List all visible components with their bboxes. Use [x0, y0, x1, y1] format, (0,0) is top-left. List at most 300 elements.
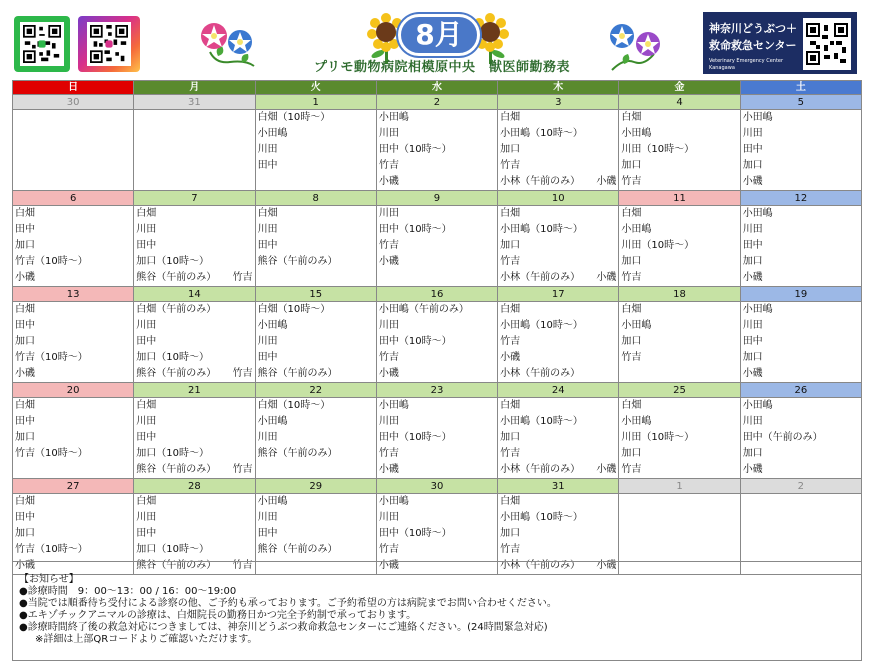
day-cell: [376, 398, 497, 479]
staff-name: 田中: [742, 144, 763, 155]
staff-name: 田中: [742, 240, 763, 251]
staff-name: 川田: [257, 144, 278, 155]
staff-name: 加口: [742, 160, 763, 171]
staff-entry: [377, 254, 497, 270]
date-number: 12: [740, 191, 861, 206]
staff-entry: [13, 334, 133, 350]
date-number: 9: [376, 191, 497, 206]
staff-name: 田中: [257, 528, 278, 539]
staff-name: 竹吉: [621, 352, 642, 363]
day-cell: [13, 206, 134, 287]
staff-name: 竹吉: [378, 160, 399, 171]
staff-entry: [377, 414, 497, 430]
staff-name: 熊谷（午前のみ）: [257, 368, 338, 379]
schedule-row: [13, 302, 862, 383]
staff-entry: [256, 542, 376, 558]
staff-name: 川田（10時～）: [621, 144, 695, 155]
staff-name: 加口: [500, 144, 521, 155]
staff-name: 加口: [15, 432, 35, 443]
day-cell: [134, 398, 255, 479]
staff-entry: [134, 254, 254, 270]
staff-name: 加口: [742, 448, 763, 459]
notice-line: ●診療時間終了後の救急対応につきましては、神奈川どうぶつ救命救急センターにご連絡ください。(24時間緊急対応): [19, 622, 548, 633]
schedule-row: [13, 398, 862, 479]
staff-name: 加口（10時～）: [136, 352, 210, 363]
staff-name: 白畑: [15, 208, 35, 219]
staff-entry: [256, 222, 376, 238]
staff-name: 田中: [136, 336, 157, 347]
staff-name: 加口: [742, 352, 763, 363]
staff-entry: [377, 398, 497, 414]
staff-entry: [741, 238, 861, 254]
date-number: 22: [255, 383, 376, 398]
notice-box: [12, 561, 862, 661]
staff-name: 田中: [15, 416, 35, 427]
staff-entry: [13, 446, 133, 462]
staff-entry: [134, 526, 254, 542]
staff-entry: [134, 510, 254, 526]
staff-name: 川田: [257, 224, 278, 235]
date-number: 30: [13, 95, 134, 110]
staff-name: 小田嶋: [621, 320, 652, 331]
date-number: 26: [740, 383, 861, 398]
staff-name: 小田嶋: [621, 128, 652, 139]
staff-entry: [619, 238, 739, 254]
staff-name: 小田嶋: [621, 416, 652, 427]
staff-name: 小田嶋: [257, 416, 288, 427]
staff-name: 川田: [742, 320, 763, 331]
staff-name: 加口: [15, 528, 35, 539]
center-name-line1: 神奈川どうぶつ＋: [709, 22, 797, 35]
staff-name: 小磯: [500, 352, 521, 363]
staff-name: 小田嶋（10時～）: [500, 128, 583, 139]
staff-entry: [619, 142, 739, 158]
staff-entry: [619, 110, 739, 126]
staff-name: 小田嶋（10時～）: [500, 416, 583, 427]
staff-name: 川田: [378, 416, 399, 427]
staff-entry: [256, 334, 376, 350]
staff-name: 熊谷（午前のみ）: [257, 256, 338, 267]
day-cell: [619, 302, 740, 383]
staff-name: 白畑: [500, 112, 521, 123]
staff-name: 竹吉（10時～）: [15, 448, 88, 459]
staff-entry: [498, 542, 618, 558]
staff-name: 白畑: [621, 304, 642, 315]
staff-entry: [377, 366, 497, 382]
day-cell: [13, 110, 134, 191]
date-number: 18: [619, 287, 740, 302]
staff-entry: [256, 510, 376, 526]
weekday-sun: 日: [13, 81, 134, 95]
staff-name: 竹吉: [378, 448, 399, 459]
staff-entry: [377, 462, 497, 478]
staff-name: 加口: [500, 528, 521, 539]
day-cell: [13, 398, 134, 479]
staff-entry: [13, 414, 133, 430]
staff-entry: [498, 510, 618, 526]
staff-name: 熊谷（午前のみ）: [257, 544, 338, 555]
staff-entry: [134, 414, 254, 430]
staff-name: 竹吉: [500, 160, 521, 171]
staff-name: 竹吉: [500, 448, 521, 459]
staff-entry: [377, 206, 497, 222]
staff-name: 川田: [136, 320, 157, 331]
page-title: プリモ動物病院相模原中央 獣医師勤務表: [314, 60, 570, 75]
emergency-center-badge[interactable]: [703, 12, 857, 74]
staff-name: 加口: [15, 240, 35, 251]
staff-entry: [256, 110, 376, 126]
staff-name: 小磯: [596, 176, 617, 187]
day-cell: [376, 302, 497, 383]
staff-entry: [256, 414, 376, 430]
staff-entry: [13, 510, 133, 526]
staff-name: 小田嶋: [742, 400, 773, 411]
date-number: 2: [376, 95, 497, 110]
day-cell: [255, 206, 376, 287]
staff-entry: [741, 254, 861, 270]
staff-entry: [13, 222, 133, 238]
staff-name: 白畑（10時～）: [257, 112, 331, 123]
staff-entry: [134, 398, 254, 414]
date-number: 8: [255, 191, 376, 206]
center-name-line2: 救命救急センター: [709, 39, 797, 52]
staff-name: 川田: [257, 336, 278, 347]
staff-name: 加口: [500, 240, 521, 251]
date-number: 31: [134, 95, 255, 110]
schedule-row: [13, 206, 862, 287]
staff-name: 加口（10時～）: [136, 448, 210, 459]
date-number: 19: [740, 287, 861, 302]
staff-entry: [741, 398, 861, 414]
staff-name: 加口（10時～）: [136, 544, 210, 555]
staff-entry: [741, 318, 861, 334]
staff-entry: [619, 334, 739, 350]
staff-name: 竹吉: [232, 464, 253, 475]
staff-name: 白畑: [500, 400, 521, 411]
staff-entry: [619, 222, 739, 238]
staff-entry: [134, 494, 254, 510]
staff-entry: [741, 462, 861, 478]
staff-name: 小田嶋: [742, 112, 773, 123]
staff-entry: [498, 238, 618, 254]
duty-calendar: [12, 80, 862, 575]
staff-name: 小磯: [378, 368, 399, 379]
staff-name: 白畑: [15, 496, 35, 507]
day-cell: [498, 206, 619, 287]
staff-entry: [741, 174, 861, 190]
staff-name: 白畑: [621, 400, 642, 411]
center-qr-icon[interactable]: [803, 18, 851, 70]
morning-glory-icon: [604, 14, 668, 74]
staff-name: 小磯: [15, 272, 35, 283]
staff-entry: [619, 430, 739, 446]
staff-entry: [256, 494, 376, 510]
staff-name: 白畑: [136, 496, 157, 507]
staff-name: 加口: [621, 256, 642, 267]
staff-name: 川田: [257, 512, 278, 523]
staff-entry: [134, 430, 254, 446]
staff-entry: [134, 462, 254, 478]
staff-name: 小磯: [742, 272, 763, 283]
staff-entry: [498, 494, 618, 510]
staff-entry: [256, 158, 376, 174]
date-number: 2: [740, 479, 861, 494]
staff-entry: [256, 318, 376, 334]
staff-entry: [134, 206, 254, 222]
staff-entry: [13, 430, 133, 446]
staff-entry: [498, 270, 618, 286]
staff-name: 白畑: [500, 496, 521, 507]
notice-line: ●診療時間 9：00～13：00 / 16：00～19:00: [19, 586, 237, 597]
staff-name: 田中: [15, 512, 35, 523]
staff-entry: [498, 110, 618, 126]
date-number: 14: [134, 287, 255, 302]
staff-entry: [741, 366, 861, 382]
staff-name: 川田: [378, 512, 399, 523]
staff-entry: [256, 254, 376, 270]
staff-name: 田中: [257, 160, 278, 171]
staff-entry: [619, 126, 739, 142]
day-cell: [619, 110, 740, 191]
staff-entry: [377, 222, 497, 238]
staff-entry: [377, 446, 497, 462]
date-number: 27: [13, 479, 134, 494]
staff-entry: [377, 526, 497, 542]
line-qr-icon: [20, 22, 64, 66]
staff-name: 田中: [136, 240, 157, 251]
staff-name: 小磯: [15, 368, 35, 379]
staff-name: 川田: [136, 416, 157, 427]
date-number: 3: [498, 95, 619, 110]
day-cell: [498, 302, 619, 383]
staff-name: 白畑: [136, 400, 157, 411]
staff-entry: [13, 254, 133, 270]
staff-entry: [13, 398, 133, 414]
staff-name: 白畑: [257, 208, 278, 219]
center-name-english: Veterinary Emergency Center Kanagawa: [709, 58, 784, 71]
staff-name: 白畑: [500, 208, 521, 219]
staff-name: 加口: [621, 160, 642, 171]
staff-name: 小林（午前のみ）: [500, 272, 581, 283]
schedule-row: [13, 110, 862, 191]
staff-entry: [498, 254, 618, 270]
date-number: 17: [498, 287, 619, 302]
staff-entry: [134, 350, 254, 366]
staff-entry: [377, 174, 497, 190]
date-row: [13, 383, 862, 398]
staff-name: 小磯: [378, 256, 399, 267]
date-number: 5: [740, 95, 861, 110]
staff-entry: [13, 270, 133, 286]
staff-name: 小林（午前のみ）: [500, 368, 581, 379]
staff-name: 小磯: [742, 464, 763, 475]
staff-name: 田中（午前のみ）: [742, 432, 823, 443]
staff-entry: [619, 174, 739, 190]
staff-entry: [498, 430, 618, 446]
staff-entry: [377, 510, 497, 526]
staff-entry: [498, 366, 618, 382]
staff-entry: [13, 494, 133, 510]
staff-entry: [741, 206, 861, 222]
weekday-tue: 火: [255, 81, 376, 95]
staff-entry: [13, 526, 133, 542]
line-qr-code[interactable]: [14, 16, 70, 72]
staff-entry: [13, 302, 133, 318]
staff-entry: [134, 302, 254, 318]
staff-entry: [377, 110, 497, 126]
staff-name: 田中: [136, 528, 157, 539]
staff-name: 熊谷（午前のみ）: [136, 464, 217, 475]
staff-name: 川田: [742, 416, 763, 427]
staff-entry: [498, 398, 618, 414]
staff-entry: [377, 542, 497, 558]
notice-footnote: ※詳細は上部QRコードよりご確認いただけます。: [35, 634, 258, 645]
staff-entry: [377, 494, 497, 510]
month-title: 8月: [398, 14, 480, 56]
staff-entry: [619, 318, 739, 334]
staff-name: 小田嶋: [621, 224, 652, 235]
staff-entry: [377, 318, 497, 334]
staff-name: 小磯: [596, 464, 617, 475]
staff-entry: [741, 270, 861, 286]
staff-entry: [741, 334, 861, 350]
date-row: [13, 95, 862, 110]
staff-name: 小田嶋: [257, 496, 288, 507]
staff-name: 小田嶋（10時～）: [500, 512, 583, 523]
date-number: 25: [619, 383, 740, 398]
day-cell: [498, 110, 619, 191]
date-number: 13: [13, 287, 134, 302]
staff-entry: [498, 174, 618, 190]
staff-entry: [134, 222, 254, 238]
staff-entry: [619, 462, 739, 478]
staff-name: 田中: [257, 240, 278, 251]
date-number: 24: [498, 383, 619, 398]
staff-name: 白畑（10時～）: [257, 304, 331, 315]
staff-name: 田中（10時～）: [378, 224, 452, 235]
weekday-thu: 木: [498, 81, 619, 95]
staff-name: 小磯: [742, 176, 763, 187]
staff-entry: [498, 142, 618, 158]
date-number: 1: [255, 95, 376, 110]
staff-name: 田中（10時～）: [378, 336, 452, 347]
staff-name: 小田嶋（午前のみ）: [378, 304, 469, 315]
staff-entry: [498, 318, 618, 334]
staff-name: 小田嶋（10時～）: [500, 224, 583, 235]
staff-name: 川田: [136, 224, 157, 235]
notice-heading: 【お知らせ】: [19, 574, 79, 585]
staff-name: 川田（10時～）: [621, 432, 695, 443]
staff-entry: [498, 462, 618, 478]
staff-name: 小林（午前のみ）: [500, 560, 581, 571]
day-cell: [619, 206, 740, 287]
staff-name: 白畑（10時～）: [257, 400, 331, 411]
staff-entry: [256, 238, 376, 254]
staff-name: 田中: [742, 336, 763, 347]
staff-name: 加口: [742, 256, 763, 267]
staff-entry: [498, 414, 618, 430]
staff-name: 川田: [257, 432, 278, 443]
staff-name: 加口: [621, 448, 642, 459]
staff-entry: [741, 446, 861, 462]
staff-name: 熊谷（午前のみ）: [257, 448, 338, 459]
staff-name: 白畑: [136, 208, 157, 219]
staff-name: 小磯: [596, 272, 617, 283]
staff-name: 田中: [15, 320, 35, 331]
staff-name: 竹吉: [500, 544, 521, 555]
day-cell: [740, 398, 861, 479]
staff-entry: [256, 398, 376, 414]
staff-name: 竹吉: [500, 336, 521, 347]
staff-name: 川田: [742, 224, 763, 235]
day-cell: [134, 206, 255, 287]
staff-name: 竹吉: [621, 176, 642, 187]
staff-name: 小田嶋: [378, 496, 409, 507]
date-number: 10: [498, 191, 619, 206]
date-number: 11: [619, 191, 740, 206]
staff-entry: [741, 350, 861, 366]
date-number: 21: [134, 383, 255, 398]
staff-entry: [619, 254, 739, 270]
staff-name: 白畑: [15, 400, 35, 411]
staff-entry: [13, 542, 133, 558]
day-cell: [740, 206, 861, 287]
staff-entry: [256, 126, 376, 142]
staff-name: 小田嶋（10時～）: [500, 320, 583, 331]
staff-entry: [498, 158, 618, 174]
staff-name: 小磯: [742, 368, 763, 379]
instagram-qr-code[interactable]: [78, 16, 140, 72]
staff-entry: [498, 350, 618, 366]
staff-name: 小磯: [378, 176, 399, 187]
staff-entry: [13, 206, 133, 222]
staff-entry: [741, 158, 861, 174]
staff-entry: [13, 366, 133, 382]
staff-entry: [619, 270, 739, 286]
staff-name: 小林（午前のみ）: [500, 464, 581, 475]
staff-name: 小磯: [15, 560, 35, 571]
day-cell: [134, 110, 255, 191]
day-cell: [619, 398, 740, 479]
staff-entry: [377, 142, 497, 158]
staff-name: 小磯: [596, 560, 617, 571]
staff-name: 小田嶋: [742, 208, 773, 219]
staff-entry: [134, 334, 254, 350]
staff-entry: [619, 446, 739, 462]
staff-name: 川田: [378, 320, 399, 331]
staff-name: 白畑: [500, 304, 521, 315]
staff-entry: [256, 142, 376, 158]
staff-name: 田中: [257, 352, 278, 363]
staff-entry: [13, 238, 133, 254]
day-cell: [255, 110, 376, 191]
staff-entry: [619, 350, 739, 366]
staff-name: 田中（10時～）: [378, 144, 452, 155]
staff-name: 竹吉: [378, 352, 399, 363]
date-number: 6: [13, 191, 134, 206]
date-row: [13, 191, 862, 206]
day-cell: [740, 302, 861, 383]
staff-name: 竹吉: [232, 272, 253, 283]
staff-name: 加口: [621, 336, 642, 347]
staff-entry: [498, 526, 618, 542]
staff-entry: [741, 142, 861, 158]
staff-entry: [377, 430, 497, 446]
date-number: 16: [376, 287, 497, 302]
staff-entry: [377, 302, 497, 318]
date-number: 28: [134, 479, 255, 494]
staff-name: 川田: [378, 128, 399, 139]
